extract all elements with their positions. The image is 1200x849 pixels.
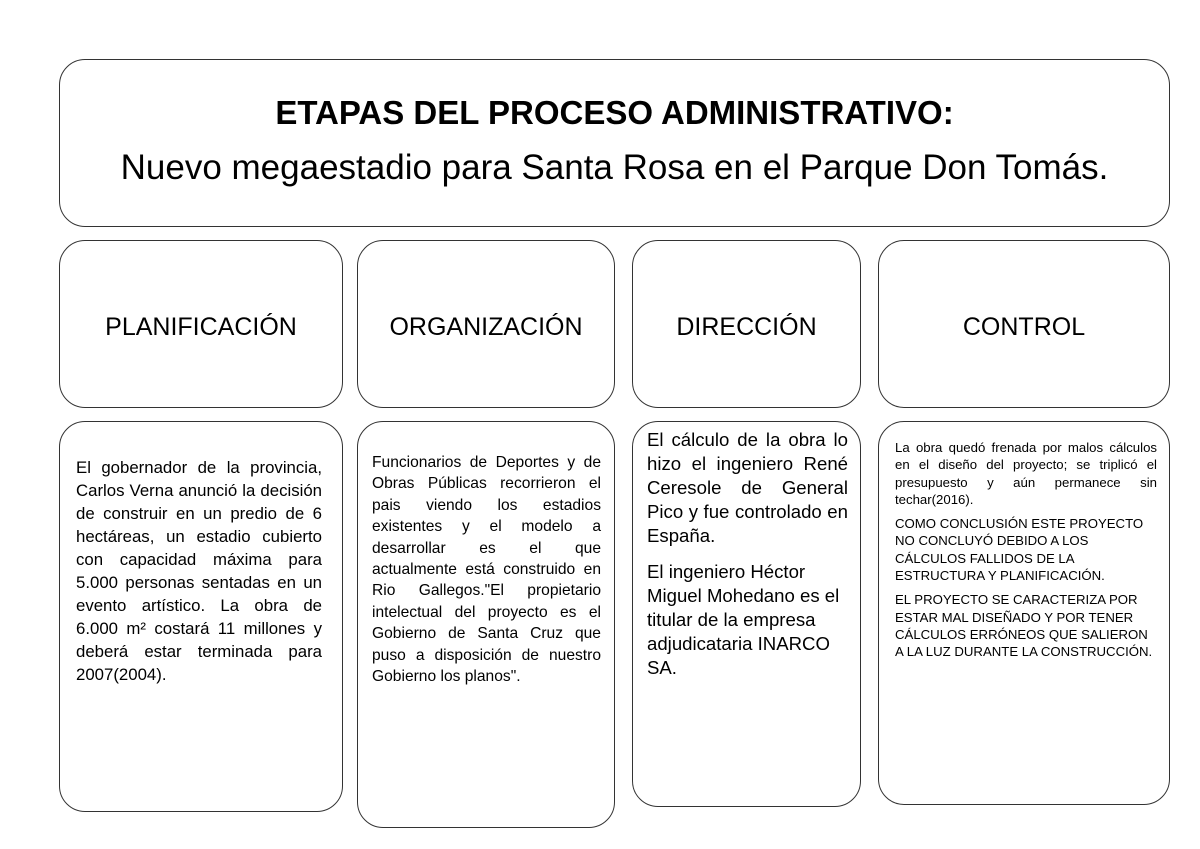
- stage-description-control: [878, 421, 1170, 805]
- diagram-subtitle: Nuevo megaestadio para Santa Rosa en el Parque Don Tomás.: [120, 148, 1109, 187]
- stage-description-text: El gobernador de la provincia, Carlos Verna anunció la decisión de construir en un predio de 6 hectáreas, un estadio cubierto con capacidad máxima para 5.000 personas sentadas en un evento artístico. La obra de 6.000 m² costará 11 millones y deberá estar terminada para 2007(2004).: [76, 458, 322, 684]
- stage-description-direccion: [632, 421, 861, 807]
- stage-heading-direccion: [632, 240, 861, 408]
- stage-heading-organizacion: [357, 240, 615, 408]
- stage-description-organizacion: [357, 421, 615, 828]
- diagram-title: ETAPAS DEL PROCESO ADMINISTRATIVO:: [275, 94, 954, 131]
- stage-heading-label: PLANIFICACIÓN: [105, 312, 297, 341]
- stage-description-text: La obra quedó frenada por malos cálculos en el diseño del proyecto; se triplicó el presupuesto y aún permanece sin techar(2016).: [895, 440, 1157, 507]
- stage-heading-label: ORGANIZACIÓN: [389, 312, 583, 341]
- stage-heading-control: [878, 240, 1170, 408]
- stage-characterization-text: EL PROYECTO SE CARACTERIZA POR ESTAR MAL DISEÑADO Y POR TENER CÁLCULOS ERRÓNEOS QUE SALIERON A LA LUZ DURANTE LA CONSTRUCCIÓN.: [895, 592, 1153, 660]
- stage-description-text-2: El ingeniero Héctor Miguel Mohedano es el titular de la empresa adjudicataria INARCO SA.: [647, 561, 840, 678]
- stage-description-text: Funcionarios de Deportes y de Obras Públicas recorrieron el pais viendo los estadios existentes y el modelo a desarrollar es el que actualmente está construido en Rio Gallegos."El propietario intelectual del proyecto es el Gobierno de Santa Cruz que puso a disposición de nuestro Gobierno los planos".: [372, 454, 601, 686]
- stage-description-planificacion: [59, 421, 343, 812]
- stage-conclusion-text: COMO CONCLUSIÓN ESTE PROYECTO NO CONCLUYÓ DEBIDO A LOS CÁLCULOS FALLIDOS DE LA ESTRUCTURA Y PLANIFICACIÓN.: [895, 516, 1144, 584]
- stage-heading-label: CONTROL: [962, 312, 1086, 341]
- title-box: [59, 59, 1170, 227]
- stage-heading-label: DIRECCIÓN: [676, 312, 817, 341]
- stage-heading-planificacion: [59, 240, 343, 408]
- stage-description-text: El cálculo de la obra lo hizo el ingeniero René Ceresole de General Pico y fue controlado en España.: [647, 429, 848, 546]
